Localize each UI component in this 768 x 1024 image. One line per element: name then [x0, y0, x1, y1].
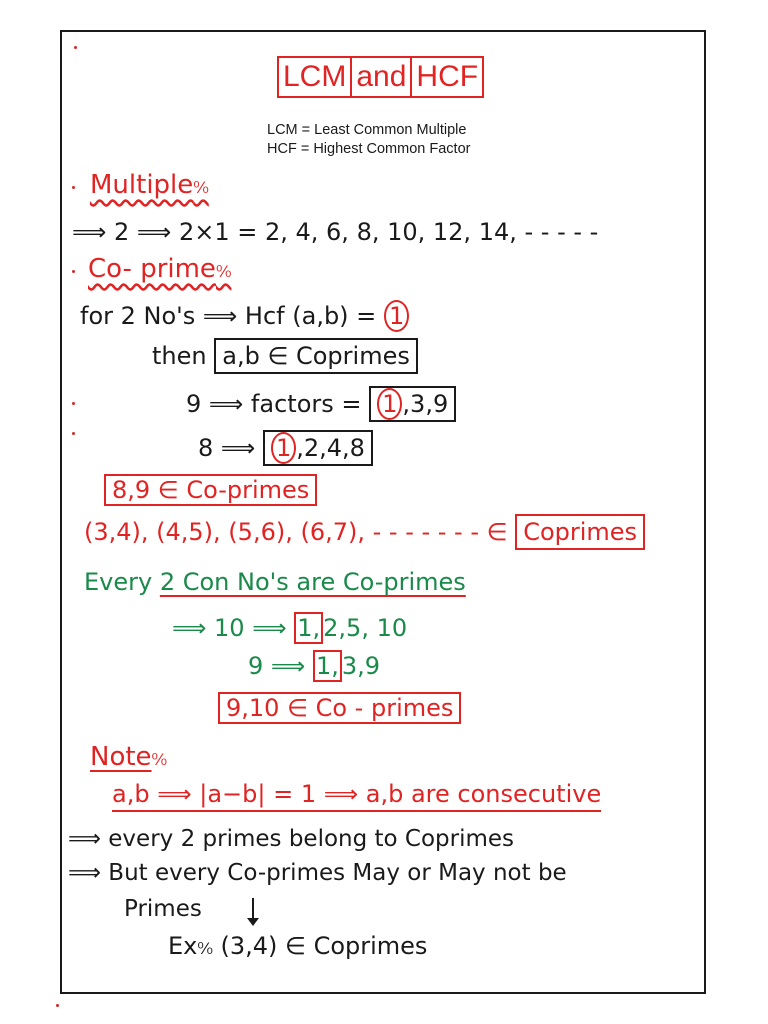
lcm-definition: LCM = Least Common Multiple	[267, 122, 467, 138]
margin-dot	[74, 46, 77, 49]
coprime-heading: Co- prime⁰⁄₀	[88, 254, 232, 284]
title-hcf: HCF	[410, 56, 484, 98]
hcf-one-circled: 1	[384, 300, 409, 332]
factors-of-nine-green: 9 ⟹ 1, 3,9	[248, 652, 381, 680]
note-consecutive: a,b ⟹ |a−b| = 1 ⟹ a,b are consecutive	[112, 782, 601, 812]
consecutive-statement: Every 2 Con No's are Co-primes	[84, 568, 466, 596]
factors-of-eight: 8 ⟹ 1 ,2,4,8	[198, 436, 373, 460]
coprime-result-8-9: 8,9 ∈ Co-primes	[104, 474, 317, 506]
note-primes-word: Primes	[124, 896, 202, 922]
margin-dot	[72, 186, 75, 189]
margin-dot	[56, 1004, 59, 1007]
coprime-conclusion: then a,b ∈ Coprimes	[152, 344, 418, 368]
coprime-pairs-box: Coprimes	[515, 514, 645, 550]
coprime-result-9-10: 9,10 ∈ Co - primes	[218, 692, 461, 724]
coprime-pairs: (3,4), (4,5), (5,6), (6,7), - - - - - - - ∈ Coprimes	[84, 520, 645, 544]
note-coprimes-not-primes: ⟹ But every Co-primes May or May not be	[68, 860, 567, 886]
multiple-heading: Multiple⁰⁄₀	[90, 170, 209, 200]
hcf-definition: HCF = Highest Common Factor	[267, 141, 471, 157]
factors-of-ten: ⟹ 10 ⟹ 1, 2,5, 10	[172, 614, 408, 642]
coprime-set-box: a,b ∈ Coprimes	[214, 338, 418, 374]
note-heading: Note⁰⁄₀	[90, 742, 168, 772]
margin-dot	[72, 402, 75, 405]
title-and: and	[350, 56, 412, 98]
title-lcm: LCM	[277, 56, 352, 98]
notebook-page	[60, 30, 706, 994]
page-title	[277, 56, 484, 98]
multiple-example: ⟹ 2 ⟹ 2×1 = 2, 4, 6, 8, 10, 12, 14, - - - - -	[72, 218, 599, 246]
arrow-down-icon	[252, 898, 254, 924]
factors-of-nine: 9 ⟹ factors = 1 ,3,9	[186, 392, 456, 416]
margin-dot	[72, 270, 75, 273]
note-example: Ex⁰⁄₀ (3,4) ∈ Coprimes	[168, 932, 428, 960]
margin-dot	[72, 432, 75, 435]
coprime-definition: for 2 No's ⟹ Hcf (a,b) = 1	[80, 304, 409, 328]
note-primes-coprimes: ⟹ every 2 primes belong to Coprimes	[68, 826, 515, 852]
